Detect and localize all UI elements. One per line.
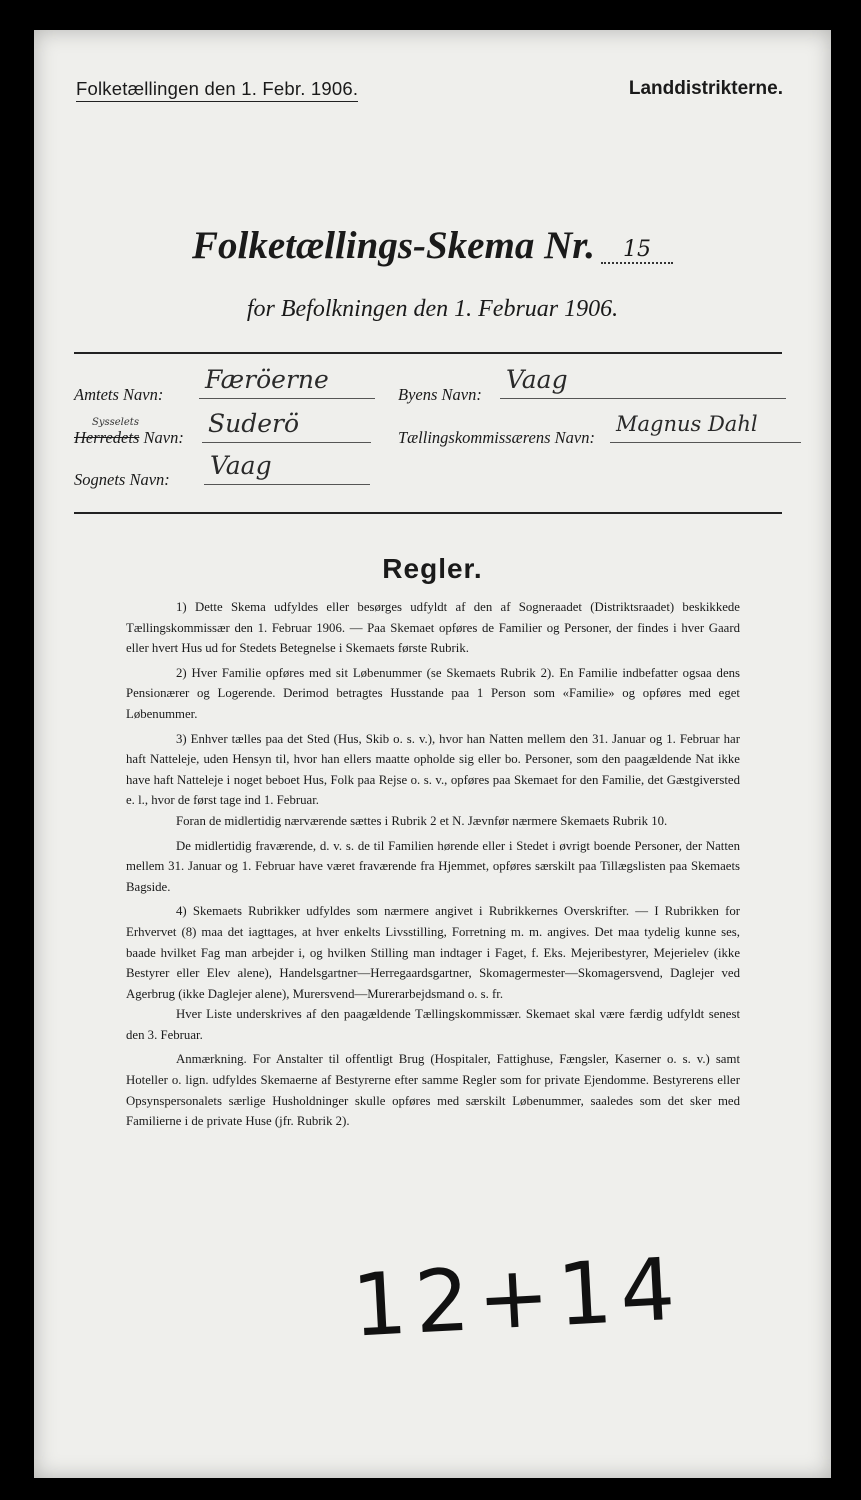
census-header: Folketællingen den 1. Febr. 1906. (76, 78, 358, 102)
herred-field[interactable]: Suderö (202, 410, 371, 443)
rule-paragraph: 4) Skemaets Rubrikker udfyldes som nærmere angivet i Rubrikkernes Overskrifter. — I Rubrikken for Erhvervet (8) maa det iagttages, at hver enkelts Livsstilling, Forretning m. m. angives. Det maa tydelig kunne ses, baade hvilket Fag man arbejder i, og hvilken Stilling man indtager i Faget, f. Eks. Mejeribestyrer, Mejerielev (ikke Bestyrer eller Elev alene), Handelsgartner—Herregaardsgartner, Skomagermester—Skomagersvend, Daglejer ved Agerbrug (ikke Daglejer alene), Murersvend—Murerarbejdsmand o. s. fr. (126, 904, 740, 1001)
sogn-field[interactable]: Vaag (204, 452, 370, 485)
form-number-field[interactable]: 15 (601, 237, 673, 264)
rule-paragraph: 3) Enhver tælles paa det Sted (Hus, Skib o. s. v.), hvor han Natten mellem den 31. Januar og 1. Februar har haft Natteleje, uden Hensyn til, hvor han ellers maatte opholde sig eller bo. Personer, som den paagældende Nat ikke have haft Natteleje i noget beboet Hus, Folk paa Rejse o. s. v., opføres paa Skemaet for den Familie, det Gæstgiversted e. l., hvor de først tage ind 1. Februar. (126, 731, 740, 808)
bottom-divider (74, 512, 782, 514)
sogn-label: Sognets Navn: (74, 470, 170, 489)
form-subtitle: for Befolkningen den 1. Februar 1906. (246, 296, 619, 322)
herred-label-suffix: Navn: (139, 428, 184, 447)
rule-paragraph: 1) Dette Skema udfyldes eller besørges udfyldt af den af Sogneraadet (Distriktsraadet) beskikkede Tællingskommissær den 1. Februar 1906. — Paa Skemaet opføres de Familier og Personer, der findes i hver Gaard eller hvert Hus ud for Stedets Betegnelse i Skemaets første Rubrik. (126, 600, 740, 656)
form-title (34, 223, 831, 268)
form-title-text: Folketællings-Skema Nr. (191, 224, 596, 267)
herred-annotation: Sysselets (92, 417, 139, 428)
census-form-page (34, 30, 831, 1478)
rule-paragraph: Foran de midlertidig nærværende sættes i Rubrik 2 et N. Jævnfør nærmere Skemaets Rubrik 10. (176, 813, 668, 828)
amt-field[interactable]: Færöerne (199, 366, 375, 399)
rules-text (126, 597, 740, 1136)
rule-paragraph: De midlertidig fraværende, d. v. s. de til Familien hørende eller i Stedet i øvrigt boende Personer, der Natten mellem 31. Januar og 1. Februar have været fraværende fra Hjemmet, opføres særskilt paa Tillægslisten paa Skemaets Bagside. (126, 838, 740, 894)
rules-heading: Regler. (382, 553, 483, 584)
kommissaer-field[interactable]: Magnus Dahl (610, 410, 801, 443)
top-divider (74, 352, 782, 354)
district-type-header: Landdistrikterne. (628, 78, 783, 99)
handwritten-count: 12+14 (349, 1239, 686, 1357)
herred-label (74, 428, 184, 448)
herred-label-struck: Herredets (74, 428, 140, 447)
kommissaer-label: Tællingskommissærens Navn: (398, 428, 595, 447)
amt-label: Amtets Navn: (74, 385, 164, 404)
rule-paragraph: 2) Hver Familie opføres med sit Løbenummer (se Skemaets Rubrik 2). En Familie indbefatter ogsaa dens Pensionærer og Logerende. Derimod betragtes Husstande paa 1 Person som «Familie» og opføres med eget Løbenummer. (126, 665, 740, 721)
by-label: Byens Navn: (398, 385, 482, 404)
rule-note: Anmærkning. For Anstalter til offentligt Brug (Hospitaler, Fattighuse, Fængsler, Kaserner o. s. v.) samt Hoteller o. lign. udfyldes Skemaerne af Bestyrerne efter samme Regler som for private Ejendomme. Bestyrerens eller Opsynspersonalets særlige Husholdninger skulle opføres med særskilt Løbenummer, saaledes som det sker med Familierne i de private Huse (jfr. Rubrik 2). (126, 1052, 740, 1129)
by-field[interactable]: Vaag (500, 366, 786, 399)
rule-paragraph: Hver Liste underskrives af den paagældende Tællingskommissær. Skemaet skal være færdig udfyldt senest den 3. Februar. (126, 1007, 740, 1042)
